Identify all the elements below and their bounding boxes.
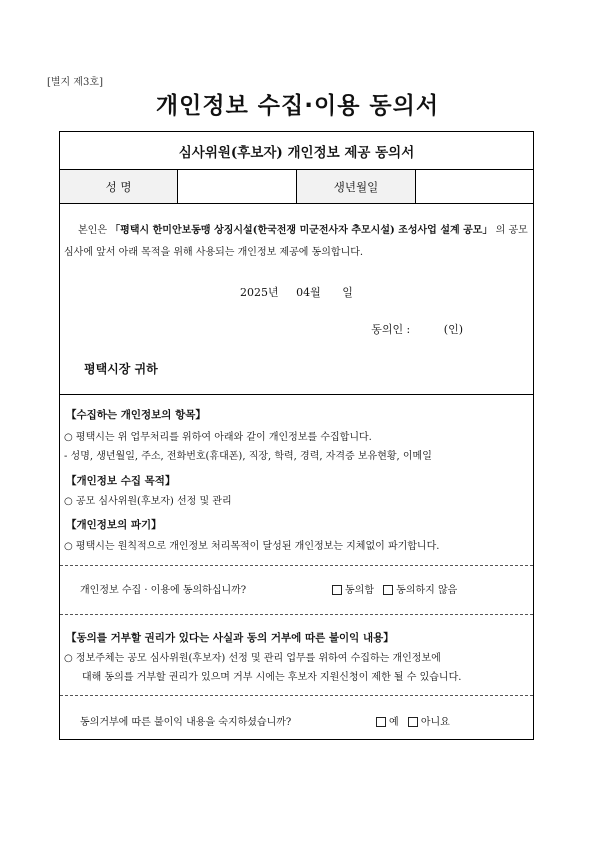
refuse-section-line2: 대해 동의를 거부할 권리가 있으며 거부 시에는 후보자 지원신청이 제한 될 수 있습니다.: [82, 672, 462, 683]
collect-consent-options: [332, 581, 457, 597]
form-number-label: [별지 제3호]: [47, 77, 103, 88]
name-label-cell: 성 명: [60, 170, 178, 203]
no-checkbox[interactable]: [408, 717, 418, 727]
recipient-line: 평택시장 귀하: [84, 362, 158, 376]
items-section-line2: - 성명, 생년월일, 주소, 전화번호(휴대폰), 직장, 학력, 경력, 자격증 보유현황, 이메일: [64, 451, 432, 462]
consent-form-box: [59, 131, 534, 395]
signer-seal: (인): [443, 323, 463, 336]
purpose-section-title: 【개인정보 수집 목적】: [66, 475, 176, 487]
birth-input-cell[interactable]: [416, 170, 533, 203]
date-year: 2025년: [240, 286, 279, 299]
consent-prefix: 본인은: [78, 225, 111, 236]
applicant-info-row: [60, 170, 533, 204]
refuse-section-title: 【동의를 거부할 권리가 있다는 사실과 동의 거부에 따른 불이익 내용】: [66, 632, 394, 644]
refuse-section-line1: ○ 정보주체는 공모 심사위원(후보자) 선정 및 관리 업무를 위하여 수집하는 개인정보에: [64, 653, 441, 664]
section-divider: [60, 565, 533, 566]
agree-label: 동의함: [345, 585, 374, 596]
collect-consent-question: 개인정보 수집 · 이용에 동의하십니까?: [80, 585, 247, 596]
section-divider: [60, 695, 533, 696]
yes-checkbox[interactable]: [376, 717, 386, 727]
purpose-section-line1: ○ 공모 심사위원(후보자) 선정 및 관리: [64, 496, 232, 507]
consent-details-box: [59, 394, 534, 740]
birth-label-cell: 생년월일: [297, 170, 416, 203]
agree-checkbox[interactable]: [332, 585, 342, 595]
section-divider: [60, 614, 533, 615]
yes-label: 예: [389, 717, 399, 728]
destroy-section-title: 【개인정보의 파기】: [66, 519, 162, 531]
consent-suffix: 의 공모 심사에 앞서 아래 목적을 위해 사용되는 개인정보 제공에 동의합니다.: [64, 225, 528, 258]
acknowledge-options: [376, 713, 450, 729]
signer-line: [371, 321, 463, 337]
form-subtitle: 심사위원(후보자) 개인정보 제공 동의서: [60, 132, 533, 170]
disagree-checkbox[interactable]: [383, 585, 393, 595]
consent-date: [60, 284, 533, 300]
items-section-title: 【수집하는 개인정보의 항목】: [66, 409, 206, 421]
name-input-cell[interactable]: [178, 170, 297, 203]
no-label: 아니요: [420, 717, 450, 728]
page-title: 개인정보 수집·이용 동의서: [155, 93, 440, 119]
items-section-line1: ○ 평택시는 위 업무처리를 위하여 아래와 같이 개인정보를 수집합니다.: [64, 432, 372, 443]
disagree-label: 동의하지 않음: [396, 585, 458, 596]
signer-label: 동의인 :: [371, 323, 411, 336]
consent-statement: [64, 220, 530, 264]
destroy-section-line1: ○ 평택시는 원칙적으로 개인정보 처리목적이 달성된 개인정보는 지체없이 파기합니다.: [64, 541, 440, 552]
acknowledge-question: 동의거부에 따른 불이익 내용을 숙지하셨습니까?: [80, 717, 292, 728]
project-name: 「평택시 한미안보동맹 상징시설(한국전쟁 미군전사자 추모시설) 조성사업 설계 공모」: [110, 225, 493, 236]
date-month: 04월: [296, 286, 321, 299]
date-day: 일: [342, 286, 353, 299]
